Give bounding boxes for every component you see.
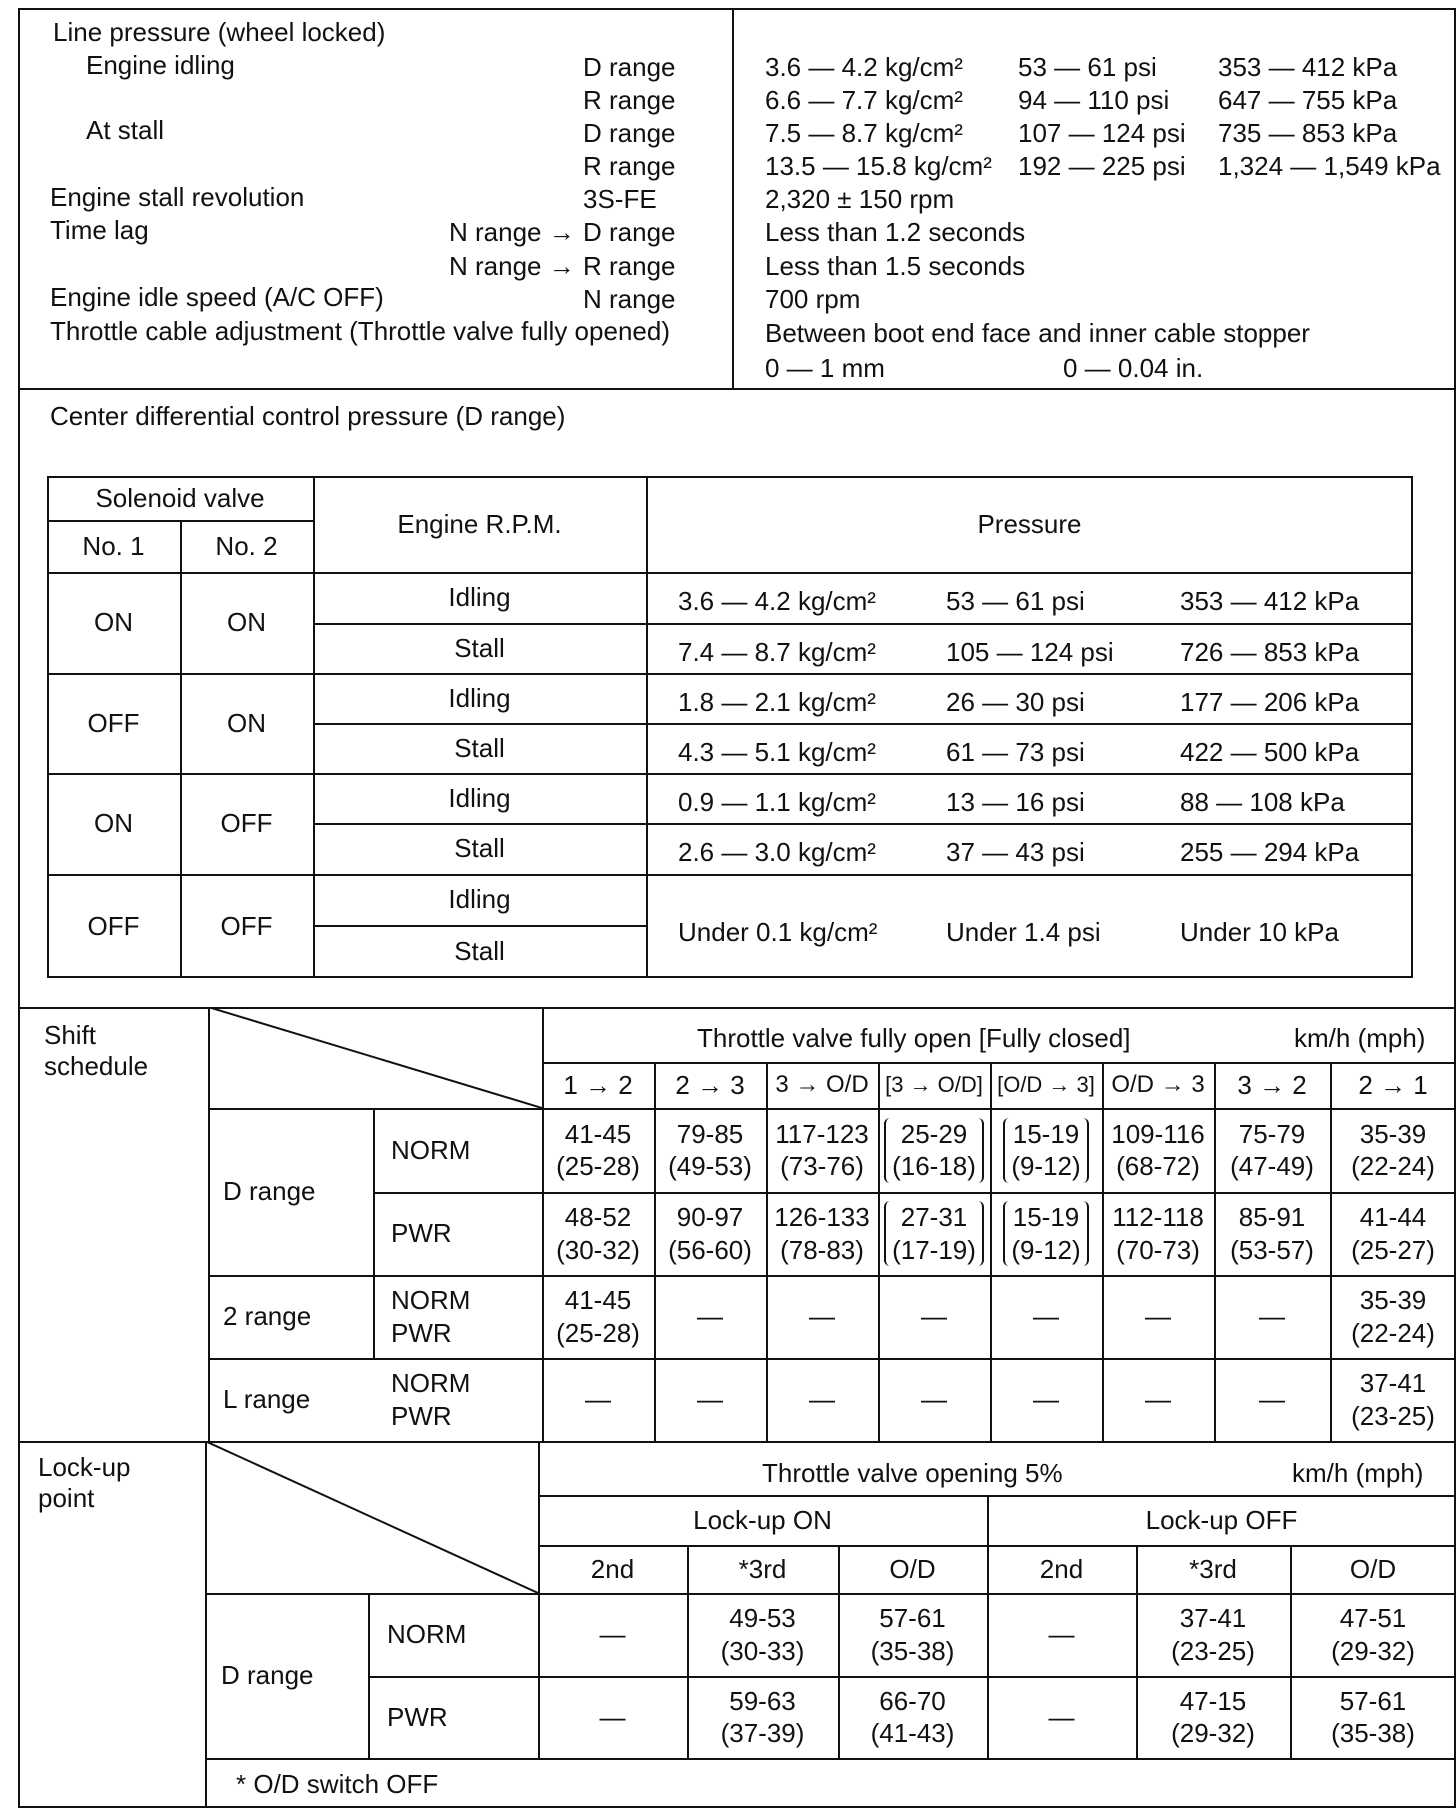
cd-hdr-no2: No. 2 — [215, 530, 278, 561]
ss-2-range-modes: NORM PWR — [391, 1285, 471, 1348]
cd-g4-no2: OFF — [220, 910, 273, 941]
ss-2-range-1: 41-45 (25-28) — [556, 1285, 640, 1348]
ss-d-pwr-7: 85-91 (53-57) — [1230, 1202, 1314, 1265]
cd-g3-stall-rpm: Stall — [454, 833, 505, 864]
ss-d-pwr-1: 48-52 (30-32) — [556, 1202, 640, 1265]
cd-g1-stall-kpa: 726 — 853 kPa — [1180, 636, 1360, 667]
lu-footnote: * O/D switch OFF — [236, 1769, 439, 1799]
cd-g2-idle-kpa: 177 — 206 kPa — [1180, 686, 1360, 717]
lp-range-3: D range — [583, 118, 676, 148]
ss-d-pwr-label: PWR — [391, 1218, 452, 1249]
cd-g4-stall-rpm: Stall — [454, 936, 505, 967]
cd-hdr-solenoid: Solenoid valve — [95, 482, 265, 513]
ss-l-range-7: — — [1259, 1384, 1285, 1415]
cd-g1-no1: ON — [94, 607, 133, 638]
cd-g2-stall-rpm: Stall — [454, 732, 505, 763]
time-lag-nr-from: N range → — [449, 251, 575, 281]
lp-range-2: R range — [583, 85, 676, 115]
cd-g3-stall-psi: 37 — 43 psi — [946, 837, 1085, 868]
lp-range-4: R range — [583, 151, 676, 181]
ss-d-norm-4: 25-29 (16-18) — [884, 1118, 984, 1183]
cd-g1-stall-rpm: Stall — [454, 632, 505, 663]
ss-d-pwr-3: 126-133 (78-83) — [774, 1202, 870, 1265]
cd-g3-no2: OFF — [220, 808, 273, 839]
ss-d-norm-3: 117-123 (73-76) — [775, 1118, 869, 1181]
lu-pwr-5: 47-15 (29-32) — [1171, 1685, 1255, 1748]
ss-d-norm-1: 41-45 (25-28) — [556, 1118, 640, 1181]
cd-g4-merged-kpa: Under 10 kPa — [1180, 916, 1339, 947]
lu-pwr-4: — — [1048, 1701, 1075, 1732]
lp-kpa-3: 735 — 853 kPa — [1218, 118, 1398, 148]
lu-row-line — [205, 1758, 1456, 1760]
cd-g2-stall-kpa: 422 — 500 kPa — [1180, 736, 1360, 767]
ss-l-range-5: — — [1033, 1384, 1059, 1415]
cd-g4-merged-psi: Under 1.4 psi — [946, 916, 1101, 947]
ss-l-range-modes: NORM PWR — [391, 1368, 471, 1431]
lockup-title: Lock-up point — [38, 1452, 131, 1514]
ss-header-main: Throttle valve fully open [Fully closed] — [697, 1023, 1131, 1053]
lu-pwr-3: 66-70 (41-43) — [870, 1685, 955, 1748]
lu-norm-label: NORM — [387, 1619, 467, 1650]
lu-header-main: Throttle valve opening 5% — [762, 1458, 1063, 1488]
ss-col-3: 3 → O/D — [775, 1071, 869, 1098]
ss-d-range-label: D range — [223, 1176, 316, 1207]
cd-g1-stall-kg: 7.4 — 8.7 kg/cm² — [678, 636, 876, 667]
ss-d-norm-8: 35-39 (22-24) — [1351, 1118, 1435, 1181]
cd-g1-no2: ON — [227, 607, 266, 638]
throttle-cable-mm: 0 — 1 mm — [765, 353, 885, 383]
ss-d-pwr-5: 15-19 (9-12) — [1003, 1201, 1088, 1266]
engine-idling-label: Engine idling — [86, 50, 235, 80]
idle-speed-range: N range — [583, 284, 676, 314]
lu-norm-1: — — [599, 1619, 626, 1650]
ss-2-range-label: 2 range — [223, 1301, 312, 1332]
ss-d-norm-5: 15-19 (9-12) — [1003, 1118, 1088, 1183]
cd-g2-stall-kg: 4.3 — 5.1 kg/cm² — [678, 736, 876, 767]
ss-2-range-6: — — [1145, 1301, 1171, 1332]
ss-d-norm-2: 79-85 (49-53) — [668, 1118, 752, 1181]
cd-hdr-no1: No. 1 — [82, 530, 145, 561]
lu-pwr-label: PWR — [387, 1701, 448, 1732]
lp-kg-3: 7.5 — 8.7 kg/cm² — [765, 118, 963, 148]
stall-rev-engine: 3S-FE — [583, 184, 657, 214]
line-pressure-title: Line pressure (wheel locked) — [53, 17, 386, 47]
ss-col-6: O/D → 3 — [1111, 1071, 1205, 1098]
throttle-cable-in: 0 — 0.04 in. — [1063, 353, 1204, 383]
cd-g2-idle-kg: 1.8 — 2.1 kg/cm² — [678, 686, 876, 717]
ss-d-norm-label: NORM — [391, 1134, 471, 1165]
lp-kpa-1: 353 — 412 kPa — [1218, 52, 1398, 82]
ss-2-range-2: — — [697, 1301, 723, 1332]
idle-speed-value: 700 rpm — [765, 284, 861, 314]
ss-2-range-8: 35-39 (22-24) — [1351, 1285, 1435, 1348]
throttle-cable-label: Throttle cable adjustment (Throttle valve fully opened) — [50, 316, 670, 346]
ss-col-7: 3 → 2 — [1237, 1069, 1307, 1100]
lp-psi-1: 53 — 61 psi — [1018, 52, 1157, 82]
cd-g4-no1: OFF — [87, 910, 140, 941]
cd-g2-idle-rpm: Idling — [448, 682, 511, 713]
ss-d-pwr-5-cell — [990, 1192, 1102, 1275]
lu-d-range-label: D range — [221, 1660, 314, 1691]
cd-g2-no1: OFF — [87, 707, 140, 738]
ss-l-range-8: 37-41 (23-25) — [1351, 1368, 1435, 1431]
ss-header-diagonal — [208, 1007, 542, 1108]
stall-rev-label: Engine stall revolution — [50, 182, 305, 212]
lp-psi-4: 192 — 225 psi — [1018, 151, 1186, 181]
top-section-divider — [732, 8, 734, 388]
cd-g3-idle-kpa: 88 — 108 kPa — [1180, 786, 1345, 817]
lu-col-6: O/D — [1349, 1553, 1397, 1584]
ss-col-1: 1 → 2 — [563, 1069, 633, 1100]
rule-top-center — [18, 388, 1456, 390]
time-lag-nd-from: N range → — [449, 217, 575, 247]
lu-header-diagonal — [205, 1441, 538, 1593]
ss-d-pwr-6: 112-118 (70-73) — [1112, 1202, 1204, 1265]
cd-g3-idle-kg: 0.9 — 1.1 kg/cm² — [678, 786, 876, 817]
time-lag-nr-value: Less than 1.5 seconds — [765, 251, 1026, 281]
ss-l-range-3: — — [809, 1384, 835, 1415]
cd-g3-stall-kg: 2.6 — 3.0 kg/cm² — [678, 837, 876, 868]
ss-d-norm-4-cell — [878, 1108, 990, 1192]
ss-2-range-5: — — [1033, 1301, 1059, 1332]
ss-col-5: [O/D → 3] — [997, 1072, 1095, 1098]
lp-kg-1: 3.6 — 4.2 kg/cm² — [765, 52, 963, 82]
ss-col-8: 2 → 1 — [1358, 1069, 1428, 1100]
shift-schedule-title: Shift schedule — [44, 1020, 149, 1082]
cd-g3-idle-psi: 13 — 16 psi — [946, 786, 1085, 817]
lp-kpa-2: 647 — 755 kPa — [1218, 85, 1398, 115]
cd-hdr-rpm: Engine R.P.M. — [397, 508, 562, 539]
idle-speed-label: Engine idle speed (A/C OFF) — [50, 282, 384, 312]
time-lag-nr-to: R range — [583, 251, 676, 281]
cd-g4-merged-kg: Under 0.1 kg/cm² — [678, 916, 878, 947]
time-lag-nd-to: D range — [583, 217, 676, 247]
time-lag-nd-value: Less than 1.2 seconds — [765, 217, 1026, 247]
lu-pwr-6: 57-61 (35-38) — [1331, 1685, 1415, 1748]
cd-g2-no2: ON — [227, 707, 266, 738]
lu-norm-4: — — [1048, 1619, 1075, 1650]
ss-l-range-label: L range — [223, 1384, 311, 1415]
cd-g1-idle-kg: 3.6 — 4.2 kg/cm² — [678, 586, 876, 617]
lu-col-5: *3rd — [1189, 1553, 1237, 1584]
lu-col-3: O/D — [889, 1553, 936, 1584]
lu-col-1: 2nd — [590, 1553, 635, 1584]
lu-col-2: *3rd — [738, 1553, 787, 1584]
ss-l-range-6: — — [1145, 1384, 1171, 1415]
ss-2-range-7: — — [1259, 1301, 1285, 1332]
lu-pwr-2: 59-63 (37-39) — [720, 1685, 805, 1748]
ss-d-norm-7: 75-79 (47-49) — [1230, 1118, 1314, 1181]
lp-psi-3: 107 — 124 psi — [1018, 118, 1186, 148]
lu-norm-2: 49-53 (30-33) — [720, 1603, 805, 1666]
cd-g1-idle-psi: 53 — 61 psi — [946, 586, 1085, 617]
ss-2-range-3: — — [809, 1301, 835, 1332]
lp-range-1: D range — [583, 52, 676, 82]
stall-rev-value: 2,320 ± 150 rpm — [765, 184, 955, 214]
lp-kpa-4: 1,324 — 1,549 kPa — [1218, 151, 1441, 181]
cd-g3-no1: ON — [94, 808, 133, 839]
lu-off-label: Lock-up OFF — [1145, 1504, 1298, 1535]
lu-norm-6: 47-51 (29-32) — [1331, 1603, 1415, 1666]
time-lag-label: Time lag — [50, 215, 149, 245]
lu-col-4: 2nd — [1039, 1553, 1084, 1584]
cd-g2-stall-psi: 61 — 73 psi — [946, 736, 1085, 767]
ss-d-norm-5-cell — [990, 1108, 1102, 1192]
ss-d-norm-6: 109-116 (68-72) — [1111, 1118, 1205, 1181]
throttle-cable-value: Between boot end face and inner cable stopper — [765, 318, 1310, 348]
ss-header-units: km/h (mph) — [1294, 1023, 1426, 1053]
lp-psi-2: 94 — 110 psi — [1018, 85, 1170, 115]
cd-g3-idle-rpm: Idling — [448, 782, 511, 813]
ss-d-pwr-2: 90-97 (56-60) — [668, 1202, 752, 1265]
cd-g1-idle-kpa: 353 — 412 kPa — [1180, 586, 1360, 617]
ss-d-pwr-8: 41-44 (25-27) — [1351, 1202, 1435, 1265]
cd-g3-stall-kpa: 255 — 294 kPa — [1180, 837, 1360, 868]
lp-kg-2: 6.6 — 7.7 kg/cm² — [765, 85, 963, 115]
lu-on-label: Lock-up ON — [693, 1504, 832, 1535]
ss-d-pwr-4-cell — [878, 1192, 990, 1275]
center-diff-title: Center differential control pressure (D range) — [50, 401, 566, 431]
cd-hdr-pressure: Pressure — [977, 508, 1082, 539]
ss-2-range-4: — — [921, 1301, 947, 1332]
ss-d-pwr-4: 27-31 (17-19) — [884, 1201, 984, 1266]
cd-g1-stall-psi: 105 — 124 psi — [946, 636, 1114, 667]
ss-col-2: 2 → 3 — [675, 1069, 745, 1100]
lu-norm-3: 57-61 (35-38) — [870, 1603, 955, 1666]
lu-header-units: km/h (mph) — [1292, 1458, 1424, 1488]
ss-col-4: [3 → O/D] — [885, 1072, 983, 1098]
cd-g2-idle-psi: 26 — 30 psi — [946, 686, 1085, 717]
ss-col-line — [373, 1108, 375, 1358]
lu-pwr-1: — — [599, 1701, 626, 1732]
ss-l-range-4: — — [921, 1384, 947, 1415]
lu-norm-5: 37-41 (23-25) — [1171, 1603, 1255, 1666]
lp-kg-4: 13.5 — 15.8 kg/cm² — [765, 151, 992, 181]
cd-g1-idle-rpm: Idling — [448, 582, 511, 613]
ss-l-range-1: — — [585, 1384, 611, 1415]
at-stall-label: At stall — [86, 115, 165, 145]
cd-g4-idle-rpm: Idling — [448, 884, 511, 915]
ss-l-range-2: — — [697, 1384, 723, 1415]
